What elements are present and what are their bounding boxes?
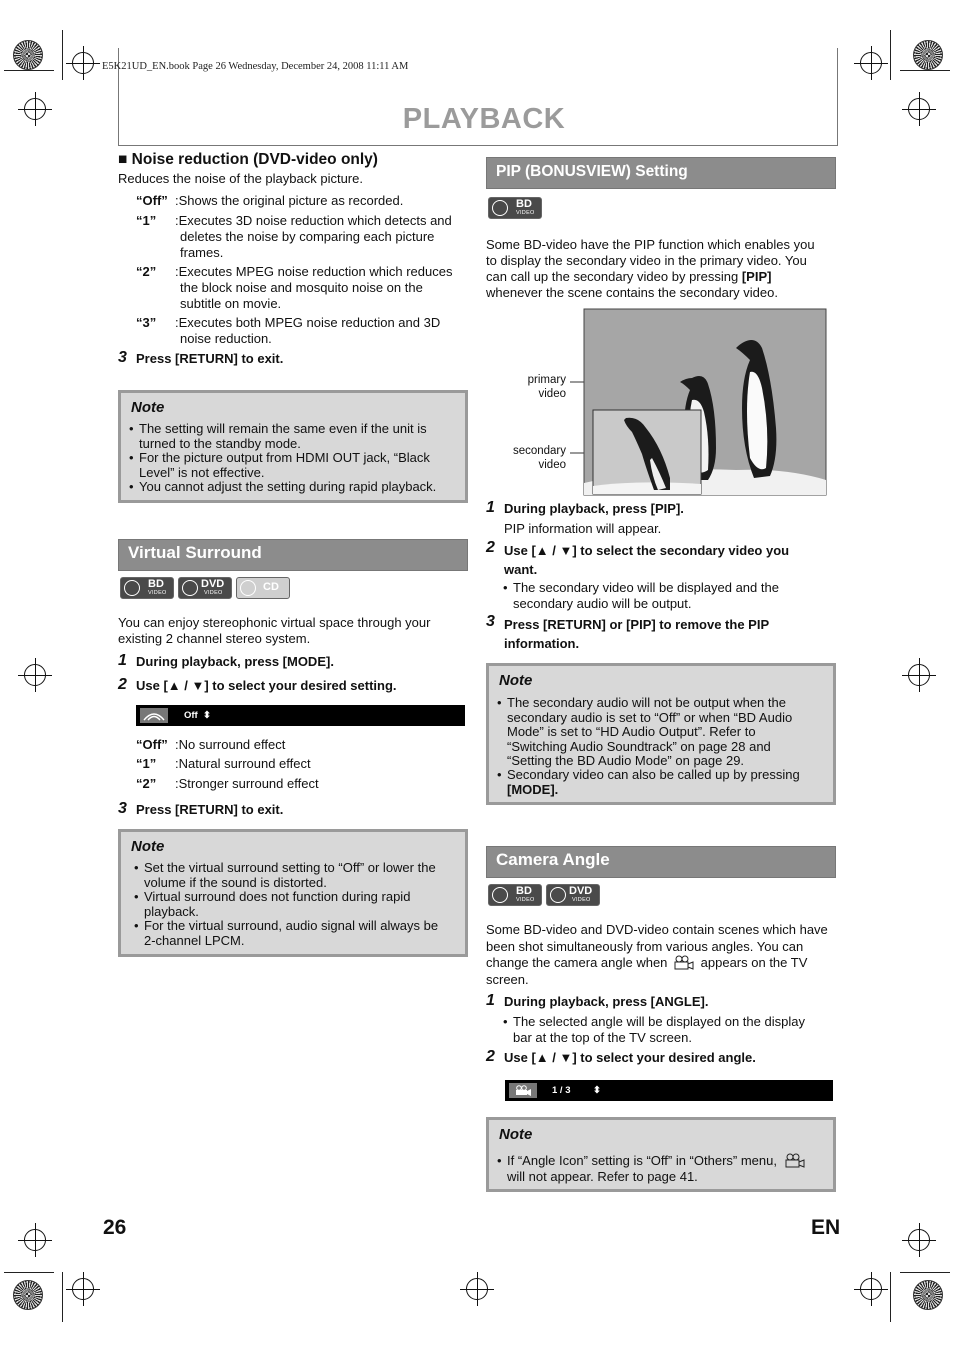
surround-osd-bar [136,705,465,726]
step-number: 2 [118,676,127,693]
note-title: Note [131,399,165,416]
updown-icon: ⬍ [593,1085,601,1096]
note-item: • The secondary audio will not be output when the secondary audio is set to “Off” or when “BD Audio Mode” is set to “HD Audio Output”. Refer to “Switching Audio Soundtrack” on page 28 and “Setting the BD Audio Mode” on page 29. [497,695,793,768]
step-text: Press [RETURN] or [PIP] to remove the PIP information. [504,617,770,651]
step-number: 1 [118,652,127,669]
camera-angle-icon [673,955,695,970]
vs-option-key: “Off” [136,737,168,752]
crop-line [900,1272,950,1273]
registration-sun-mark [13,40,43,70]
registration-mark [860,52,882,74]
registration-mark [908,1229,930,1251]
registration-mark [908,98,930,120]
step-number: 1 [486,992,495,1009]
note-item: • For the virtual surround, audio signal will always be 2-channel LPCM. [134,918,439,948]
vs-option-key: “1” [136,756,157,771]
disc-icon [492,200,508,216]
note-title: Note [131,838,165,855]
step-number: 3 [118,349,127,366]
crop-line [890,1272,891,1322]
note-title: Note [499,672,533,689]
step-number: 2 [486,539,495,556]
note-box [486,663,836,805]
disc-icon [240,580,256,596]
step-number: 2 [486,1048,495,1065]
bd-video-badge: BD VIDEO [120,577,174,599]
vs-option-text: :Natural surround effect [175,756,311,771]
section-bar-virtual-surround [118,539,468,571]
noise-option-text: subtitle on movie. [180,296,282,311]
noise-option-text: :Shows the original picture as recorded. [175,193,404,208]
noise-heading-text: Noise reduction (DVD-video only) [131,151,378,168]
step-text: Use [▲ / ▼] to select your desired angle. [504,1050,756,1065]
step-text: Use [▲ / ▼] to select your desired setting. [136,678,397,693]
disc-icon [124,580,140,596]
noise-option-text: deletes the noise by comparing each picture [180,229,435,244]
registration-mark [24,98,46,120]
page-number: 26 [103,1216,127,1239]
vs-option-key: “2” [136,776,157,791]
registration-mark [908,664,930,686]
step-number: 3 [118,800,127,817]
noise-option-text: noise reduction. [180,331,272,346]
step-text: Press [RETURN] to exit. [136,802,284,817]
step-text: Use [▲ / ▼] to select the secondary video you want. [504,543,790,577]
crop-line [62,1272,63,1322]
note-item: • The setting will remain the same even if the unit is turned to the standby mode. [129,421,427,451]
note-item: • Set the virtual surround setting to “Off” or lower the volume if the sound is distorted. [134,860,436,890]
noise-option-key: “3” [136,315,157,330]
step-number: 3 [486,613,495,630]
step-subtext: PIP information will appear. [504,521,662,536]
step-text: During playback, press [MODE]. [136,654,334,669]
section-bar-pip [486,157,836,189]
registration-sun-mark [913,1280,943,1310]
section-title: Virtual Surround [128,543,262,562]
page-title: PLAYBACK [402,103,566,135]
surround-icon [140,708,168,723]
angle-icon [509,1083,537,1098]
note-item: • If “Angle Icon” setting is “Off” in “Others” menu, will not appear. Refer to page 41. [507,1153,806,1184]
noise-option-text: the block noise and mosquito noise on the [180,280,423,295]
primary-video-label: primary video [527,374,566,400]
crop-line [900,70,950,71]
registration-mark [24,1229,46,1251]
dvd-video-badge: DVD VIDEO [178,577,232,599]
registration-mark [72,1278,94,1300]
section-title: PIP (BONUSVIEW) Setting [496,163,688,180]
disc-icon [492,887,508,903]
noise-option-text: :Executes both MPEG noise reduction and 3D [175,315,441,330]
note-title: Note [499,1126,533,1143]
registration-sun-mark [13,1280,43,1310]
angle-intro: Some BD-video and DVD-video contain scenes which have been shot simultaneously from various angles. You can change the camera angle when appears on the TV screen. [486,922,828,987]
note-item: • For the picture output from HDMI OUT jack, “Black Level” is not effective. [129,450,430,480]
noise-heading [118,151,378,169]
noise-option-text: :Executes MPEG noise reduction which reduces [175,264,453,279]
bd-video-badge: BD VIDEO [488,197,542,219]
note-box [118,390,468,503]
language-code: EN [811,1216,841,1239]
section-bar-camera-angle [486,846,836,878]
step-number: 1 [486,499,495,516]
noise-desc: Reduces the noise of the playback picture. [118,171,363,186]
crop-line [4,1272,54,1273]
step-bullet: • The secondary video will be displayed and the secondary audio will be output. [503,580,779,611]
step-text: During playback, press [PIP]. [504,501,684,516]
secondary-video-label: secondary video [512,445,566,471]
pip-intro: Some BD-video have the PIP function which enables you to display the secondary video in the primary video. You can call up the secondary video by pressing [PIP] whenever the scene contains the secondary video. [486,237,815,300]
osd-value: 1 / 3 [552,1085,571,1096]
registration-mark [24,664,46,686]
registration-mark [72,52,94,74]
crop-line [890,30,891,80]
note-item: • Virtual surround does not function during rapid playback. [134,889,411,919]
noise-option-text: :Executes 3D noise reduction which detects and [175,213,452,228]
updown-icon: ⬍ [203,710,211,721]
note-box [118,829,468,957]
vs-option-text: :Stronger surround effect [175,776,319,791]
noise-option-key: “2” [136,264,157,279]
bd-video-badge: BD VIDEO [488,884,542,906]
crop-line [4,70,54,71]
noise-option-text: frames. [180,245,224,260]
disc-icon [550,887,566,903]
vs-intro: You can enjoy stereophonic virtual space through your existing 2 channel stereo system. [118,615,431,646]
registration-sun-mark [913,40,943,70]
pip-illustration [566,308,828,496]
osd-value: Off [184,710,198,721]
noise-option-key: “Off” [136,193,168,208]
vs-option-text: :No surround effect [175,737,286,752]
section-title: Camera Angle [496,850,610,869]
registration-mark [860,1278,882,1300]
cd-badge: CD [236,577,290,599]
note-box [486,1117,836,1192]
step-bullet: • The selected angle will be displayed on the display bar at the top of the TV screen. [503,1014,805,1045]
book-info-line: E5K21UD_EN.book Page 26 Wednesday, December 24, 2008 11:11 AM [102,61,409,72]
camera-angle-icon [784,1153,806,1168]
square-bullet-icon: ■ [118,151,132,168]
registration-mark [466,1278,488,1300]
crop-line [62,30,63,80]
noise-option-key: “1” [136,213,157,228]
step-text: During playback, press [ANGLE]. [504,994,709,1009]
step-text: Press [RETURN] to exit. [136,351,284,366]
note-item: • You cannot adjust the setting during rapid playback. [129,479,437,494]
angle-osd-bar [505,1080,833,1101]
disc-icon [182,580,198,596]
dvd-video-badge: DVD VIDEO [546,884,600,906]
note-item: • Secondary video can also be called up by pressing [MODE]. [497,767,800,797]
